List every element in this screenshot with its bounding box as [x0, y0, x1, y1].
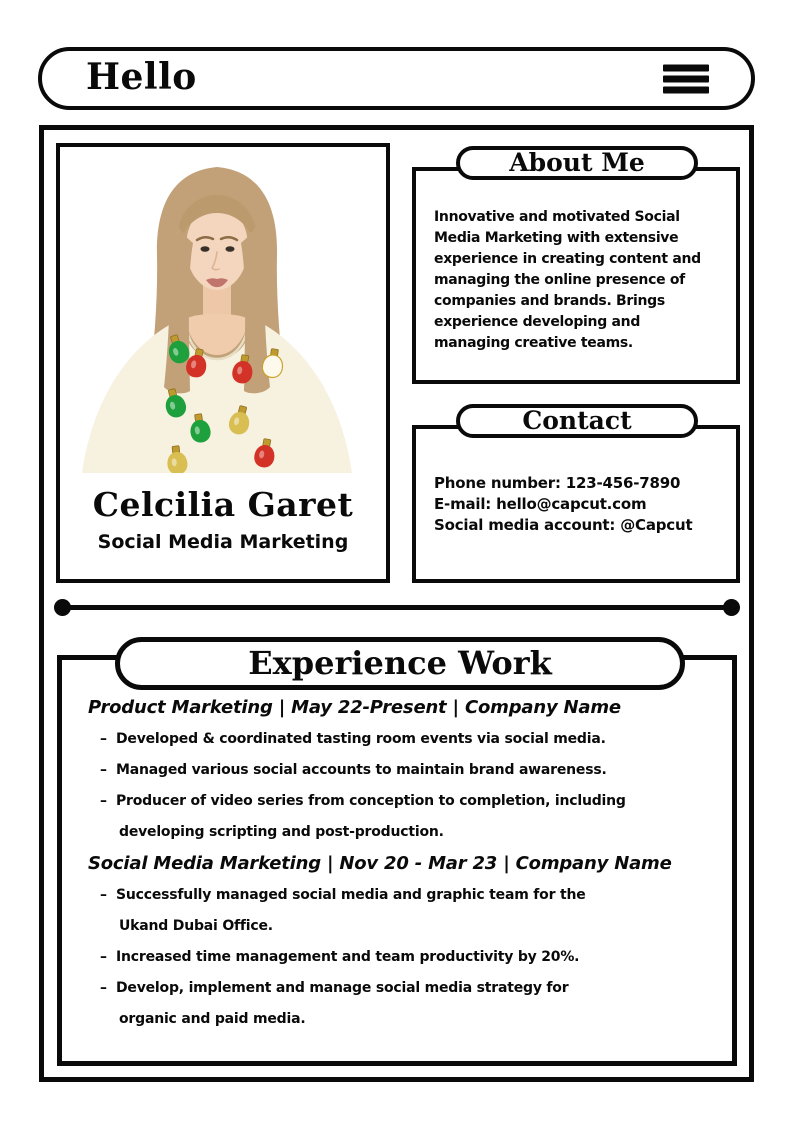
job-bullet — [100, 942, 712, 973]
job-heading: Social Media Marketing | Nov 20 - Mar 23 | Company Name — [88, 853, 672, 874]
menu-bar — [663, 75, 709, 82]
bullet-text: Developed & coordinated tasting room events via social media. — [116, 731, 606, 747]
bullet-text: Managed various social accounts to maintain brand awareness. — [116, 762, 607, 778]
profile-role: Social Media Marketing — [97, 531, 349, 553]
experience-title-pill: Experience Work — [115, 637, 685, 690]
menu-bar — [663, 86, 709, 93]
bullet-text: Develop, implement and manage social media strategy for organic and paid media. — [116, 980, 569, 1027]
contact-title-pill: Contact — [456, 404, 698, 438]
section-divider — [54, 599, 740, 616]
divider-dot-right — [723, 599, 740, 616]
hamburger-menu-icon[interactable] — [663, 64, 709, 93]
bullet-text: Successfully managed social media and graphic team for the Ukand Dubai Office. — [116, 887, 586, 934]
job-bullet — [100, 973, 712, 1035]
about-section — [412, 148, 740, 384]
profile-name: Celcilia Garet — [92, 485, 354, 524]
bullet-dash: – — [100, 887, 107, 903]
about-text: Innovative and motivated Social Media Marketing with extensive experience in creating content and managing the online presence of companies and brands. Brings experience developing and managing creative teams. — [434, 209, 701, 351]
job-bullet — [100, 880, 712, 942]
about-title-pill: About Me — [456, 146, 698, 180]
bullet-dash: – — [100, 980, 107, 996]
menu-bar — [663, 64, 709, 71]
experience-content — [62, 660, 732, 1035]
profile-photo — [60, 147, 386, 473]
bullet-text: Producer of video series from conception to completion, including developing scripting and post-production. — [116, 793, 626, 840]
job-bullet — [100, 786, 712, 848]
bullet-dash: – — [100, 949, 107, 965]
job-bullet — [100, 724, 712, 755]
bullet-dash: – — [100, 762, 107, 778]
bullet-text: Increased time management and team productivity by 20%. — [116, 949, 580, 965]
divider-line — [69, 605, 725, 610]
profile-card — [56, 143, 390, 583]
header-bar — [38, 47, 755, 110]
job-heading: Product Marketing | May 22-Present | Company Name — [88, 697, 621, 718]
experience-section — [57, 644, 737, 1066]
contact-section — [412, 406, 740, 583]
bullet-dash: – — [100, 731, 107, 747]
contact-text: Phone number: 123-456-7890 E-mail: hello@capcut.com Social media account: @Capcut — [434, 474, 693, 534]
page-title: Hello — [86, 55, 197, 98]
bullet-dash: – — [100, 793, 107, 809]
resume-body — [39, 125, 754, 1082]
job-bullet — [100, 755, 712, 786]
